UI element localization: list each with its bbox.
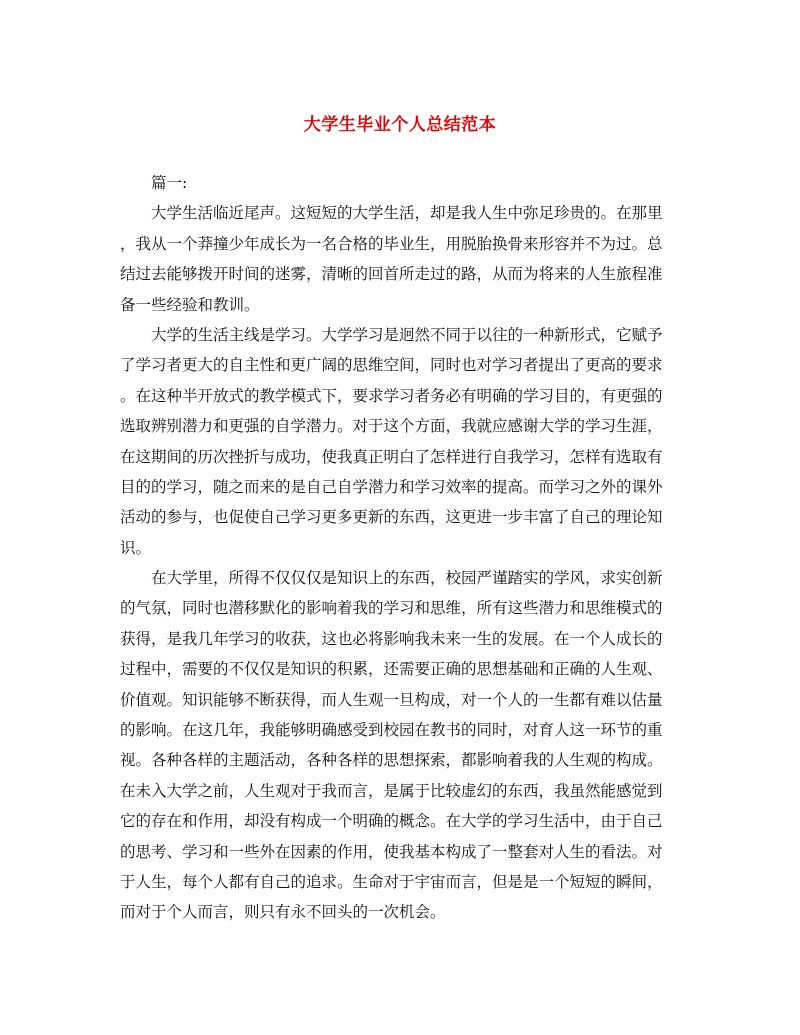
paragraph-2-line: 了学习者更大的自主性和更广阔的思维空间，同时也对学习者提出了更高的要求	[120, 356, 663, 375]
paragraph-1-line: 结过去能够拨开时间的迷雾，清晰的回首所走过的路，从而为将来的人生旅程准	[120, 265, 663, 284]
paragraph-1-line: ，我从一个莽撞少年成长为一名合格的毕业生，用脱胎换骨来形容并不为过。总	[120, 234, 663, 253]
paragraph-3-line: 的影响。在这几年，我能够明确感受到校园在教书的同时，对育人这一环节的重	[120, 721, 663, 740]
paragraph-3-line: 而对于个人而言，则只有永不回头的一次机会。	[120, 903, 446, 922]
paragraph-2-line: 大学的生活主线是学习。大学学习是迥然不同于以往的一种新形式，它赋予	[151, 325, 663, 344]
paragraph-3-line: 视。各种各样的主题活动，各种各样的思想探索，都影响着我的人生观的构成。	[120, 751, 663, 770]
paragraph-2-line: 识。	[120, 538, 152, 557]
paragraph-1-line: 大学生活临近尾声。这短短的大学生活，却是我人生中弥足珍贵的。在那里	[151, 204, 663, 223]
paragraph-1-line: 备一些经验和教训。	[120, 295, 260, 314]
document-title: 大学生毕业个人总结范本	[303, 115, 497, 135]
paragraph-3-line: 的思考、学习和一些外在因素的作用，使我基本构成了一整套对人生的看法。对	[120, 842, 663, 861]
paragraph-2-line: 目的的学习，随之而来的是自己自学潜力和学习效率的提高。而学习之外的课外	[120, 477, 663, 496]
paragraph-3-line: 在大学里，所得不仅仅仅是知识上的东西，校园严谨踏实的学风，求实创新	[151, 569, 663, 588]
paragraph-3-line: 过程中，需要的不仅仅是知识的积累，还需要正确的思想基础和正确的人生观、	[120, 660, 663, 679]
section-heading: 篇一:	[151, 174, 188, 192]
paragraph-3-line: 它的存在和作用，却没有构成一个明确的概念。在大学的学习生活中，由于自己	[120, 812, 663, 831]
paragraph-2-line: 活动的参与，也促使自己学习更多更新的东西，这更进一步丰富了自己的理论知	[120, 508, 663, 527]
paragraph-2-line: 选取辨别潜力和更强的自学潜力。对于这个方面，我就应感谢大学的学习生涯，	[120, 417, 663, 436]
paragraph-3-line: 获得，是我几年学习的收获，这也必将影响我未来一生的发展。在一个人成长的	[120, 629, 663, 648]
paragraph-3-line: 于人生，每个人都有自己的追求。生命对于宇宙而言，但是是一个短短的瞬间，	[120, 872, 663, 891]
paragraph-2-line: 在这期间的历次挫折与成功，使我真正明白了怎样进行自我学习，怎样有选取有	[120, 447, 663, 466]
document-body	[120, 168, 680, 928]
paragraph-3-line: 在未入大学之前，人生观对于我而言，是属于比较虚幻的东西，我虽然能感觉到	[120, 781, 663, 800]
paragraph-3-line: 价值观。知识能够不断获得，而人生观一旦构成，对一个人的一生都有难以估量	[120, 690, 663, 709]
paragraph-3-line: 的气氛，同时也潜移默化的影响着我的学习和思维，所有这些潜力和思维模式的	[120, 599, 663, 618]
paragraph-2-line: 。在这种半开放式的教学模式下，要求学习者务必有明确的学习目的，有更强的	[120, 386, 663, 405]
